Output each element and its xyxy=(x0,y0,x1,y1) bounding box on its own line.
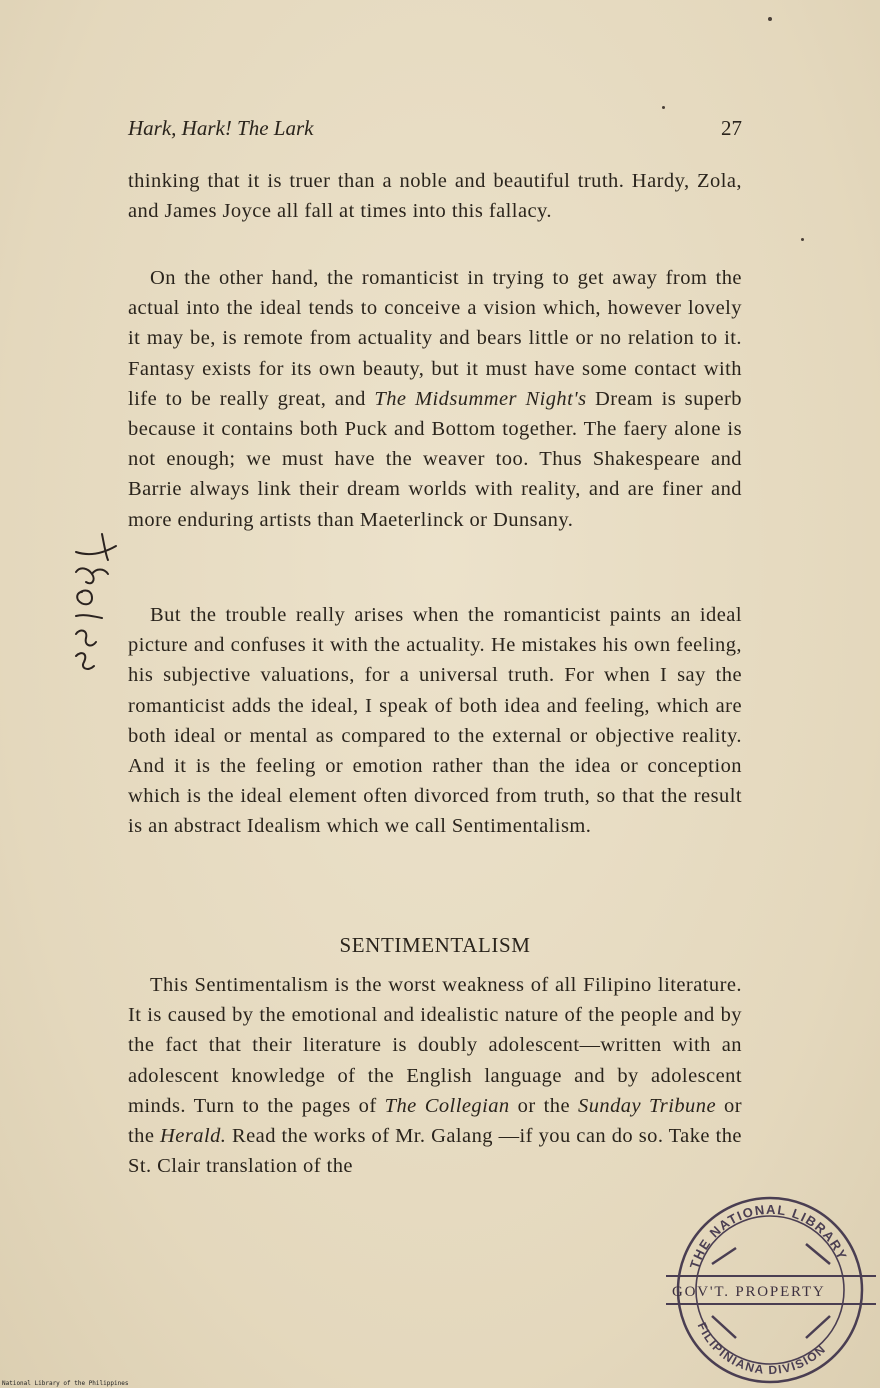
play-title: The Midsummer Night's xyxy=(374,387,587,410)
page-number: 27 xyxy=(721,116,742,140)
paragraph-1 xyxy=(128,166,742,226)
publication-title: Sunday Tribune xyxy=(578,1094,716,1117)
paragraph-4 xyxy=(128,970,742,1181)
paragraph-text: But the trouble really arises when the romanticist paints an ideal picture and confuses it with the actuality. He mistakes his own feeling, his subjective valuations, for a universal truth. For when I say the romanticist adds the ideal, I speak of both idea and feeling, which are both ideal or mental as compared to the external or objective reality. And it is the feeling or emotion rather than the idea or conception which is the ideal element often divorced from truth, so that the result is an abstract Idealism which we call Sentimentalism. xyxy=(128,604,742,838)
paragraph-2 xyxy=(128,263,742,535)
paragraph-text: or the xyxy=(128,1094,742,1148)
handwritten-accession-number xyxy=(62,530,122,690)
handwritten-note-text: 310821 xyxy=(62,530,65,531)
paper-speck xyxy=(662,106,665,109)
paragraph-3 xyxy=(128,600,742,842)
paragraph-text: On the other hand, the romanticist in trying to get away from the actual into the ideal tends to conceive a vision which, however lovely it may be, is remote from actuality and bears little or no relation to it. Fantasy exists for its own beauty, but it must have some contact with life to be really great, and xyxy=(128,267,742,410)
paragraph-text: This Sentimentalism is the worst weakness of all Filipino literature. It is caused by the emotional and idealistic nature of the people and by the fact that their literature is doubly adolescent—written with an adolescent knowledge of the English language and by adolescent minds. Turn to the pages of xyxy=(128,974,742,1117)
paragraph-text: Dream is superb because it contains both Puck and Bottom together. The faery alone is not enough; we must have the weaver too. Thus Shakespeare and Barrie always link their dream worlds with reality, and are finer and more enduring artists than Maeterlinck or Dunsany. xyxy=(128,387,742,531)
paper-speck xyxy=(768,17,772,21)
svg-text:FILIPINIANA DIVISION xyxy=(695,1320,829,1377)
paragraph-text: or the xyxy=(509,1094,578,1117)
paper-speck xyxy=(801,238,804,241)
running-title: Hark, Hark! The Lark xyxy=(128,116,314,140)
paragraph-text: Read the works of Mr. Galang —if you can do so. Take the St. Clair translation of the xyxy=(128,1125,742,1178)
footer-credit: National Library of the Philippines xyxy=(2,1380,129,1387)
page-header xyxy=(128,116,742,150)
publication-title: Herald. xyxy=(160,1125,227,1148)
paragraph-text: thinking that it is truer than a noble and beautiful truth. Hardy, Zola, and James Joyce all fall at times into this fallacy. xyxy=(128,170,742,223)
stamp-top-text: THE NATIONAL LIBRARY xyxy=(686,1201,851,1271)
stamp-middle-text: GOV'T. PROPERTY xyxy=(672,1284,826,1300)
stamp-bottom-text: FILIPINIANA DIVISION xyxy=(694,1320,829,1378)
section-heading: SENTIMENTALISM xyxy=(339,933,531,957)
publication-title: The Collegian xyxy=(384,1094,510,1117)
